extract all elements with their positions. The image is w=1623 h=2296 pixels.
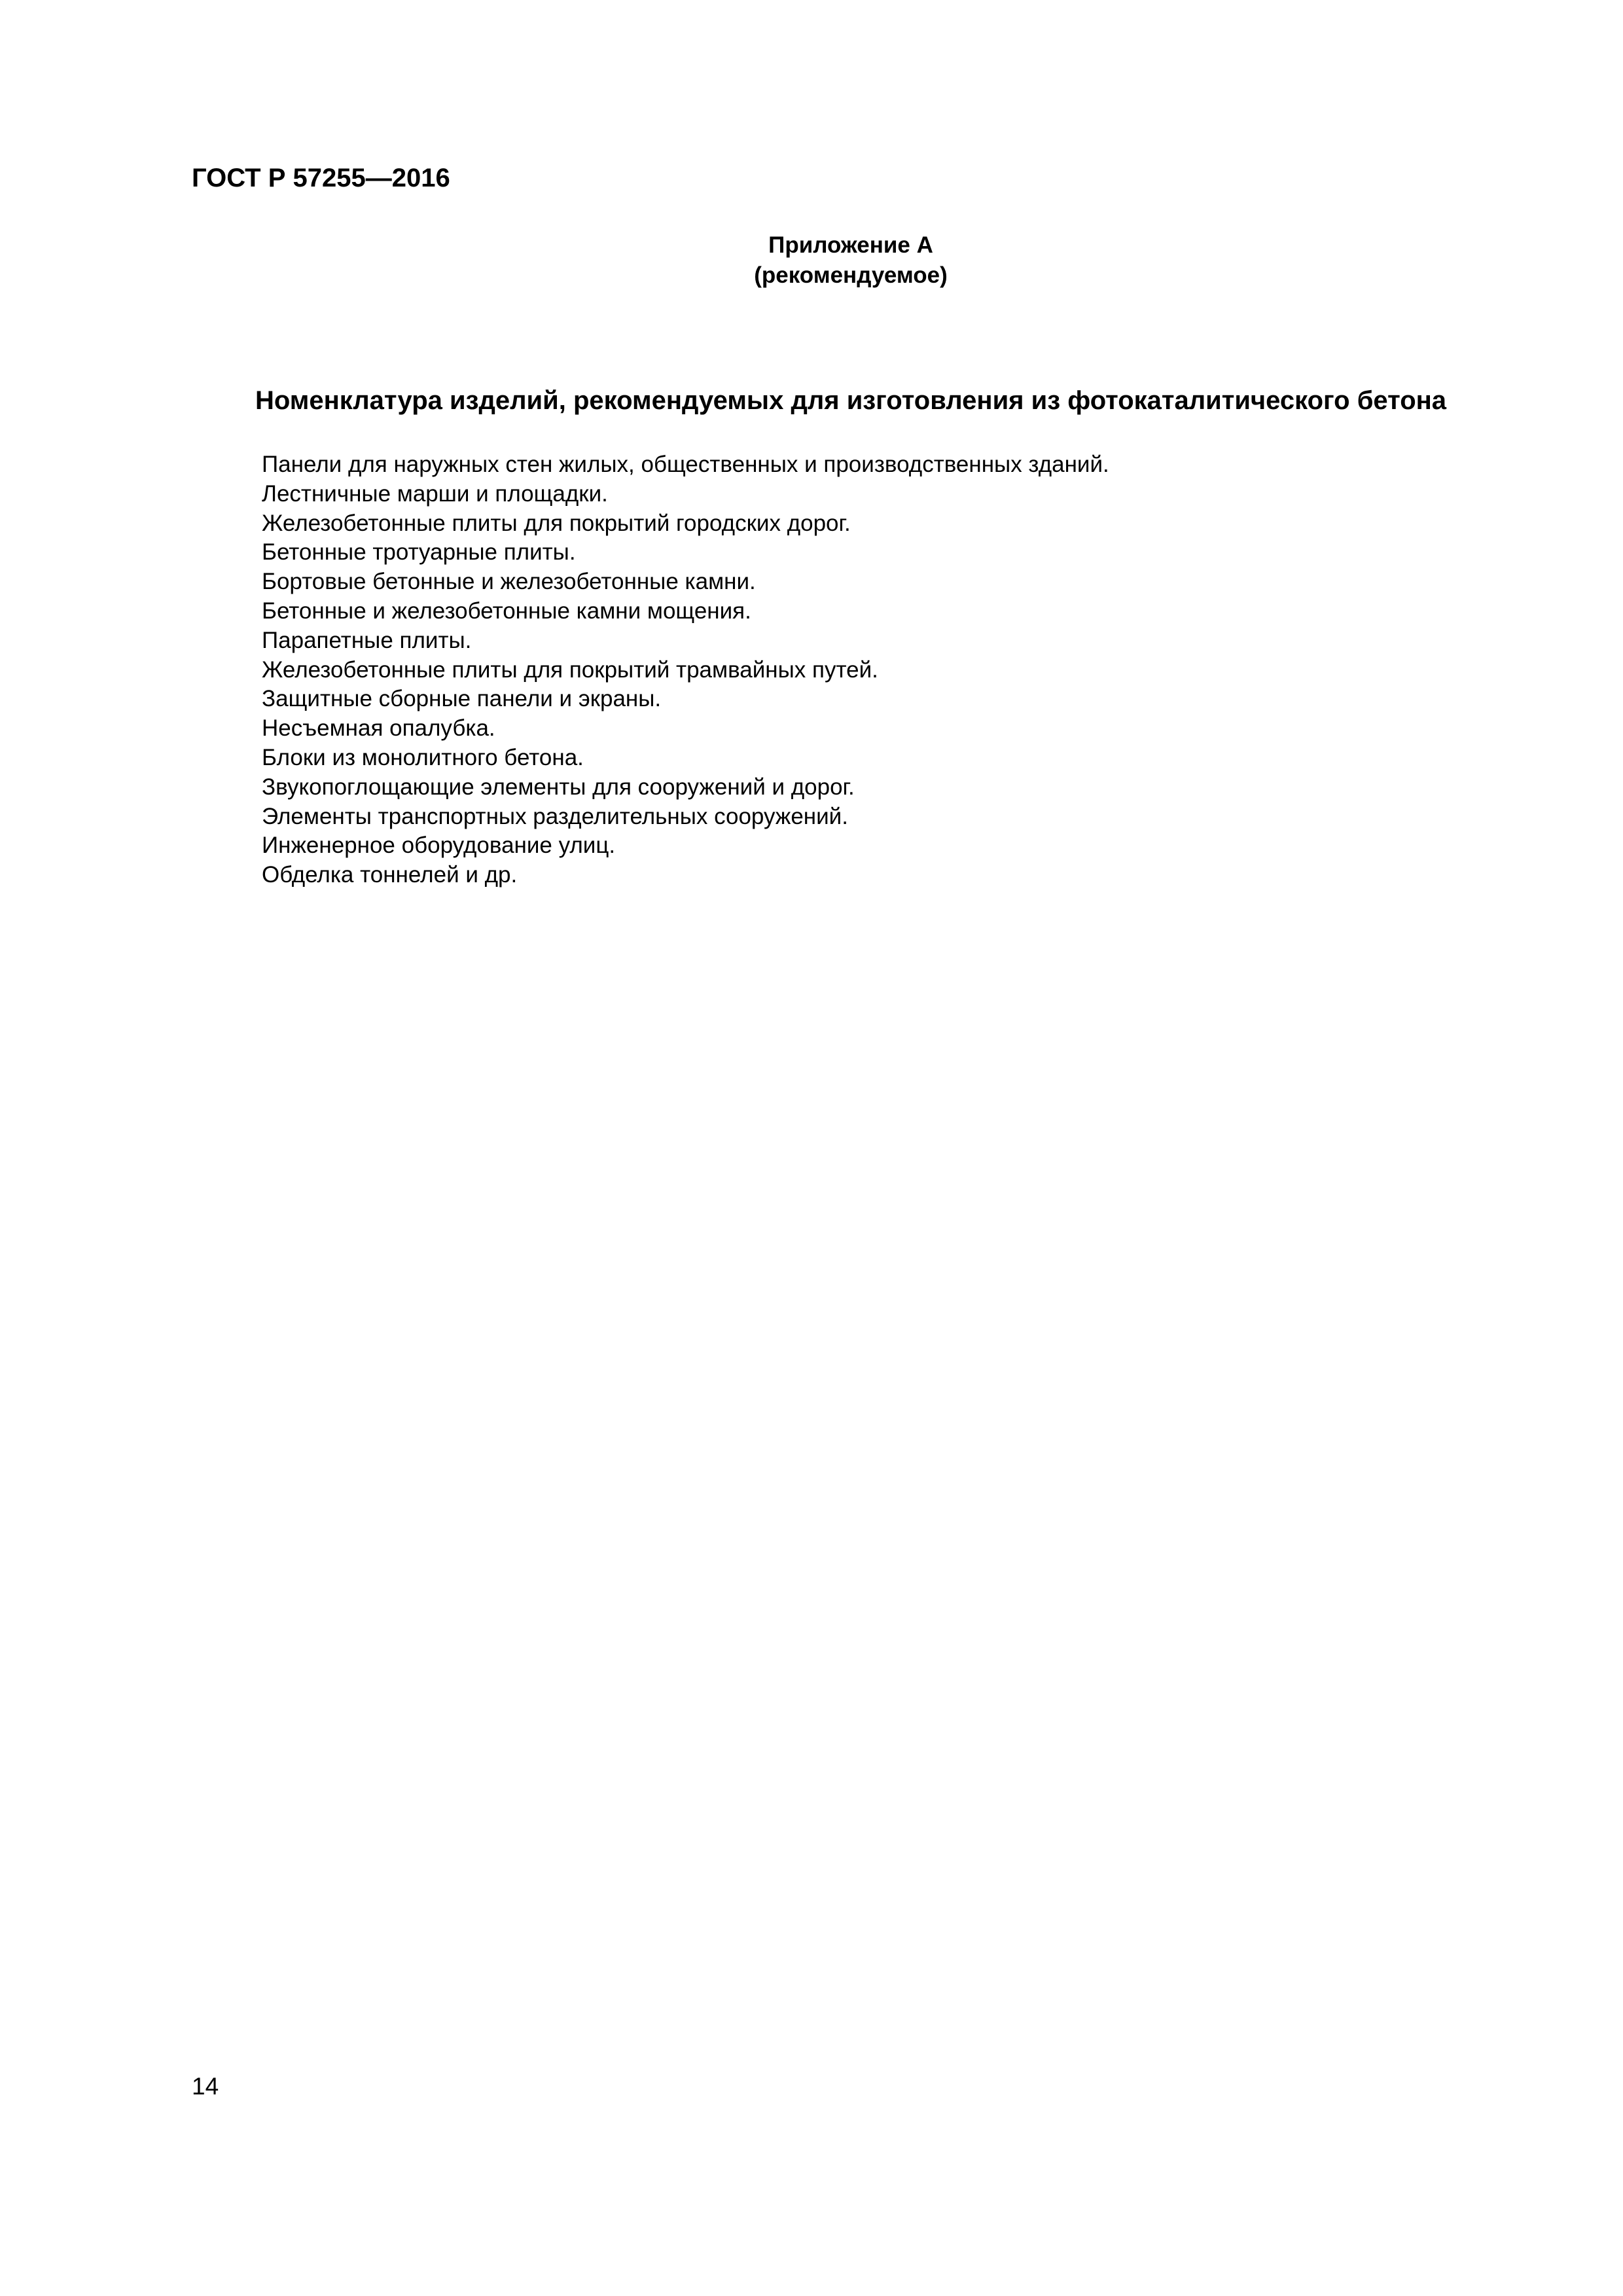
document-code: ГОСТ Р 57255—2016 [192, 164, 450, 192]
list-item: Обделка тоннелей и др. [262, 862, 518, 888]
list-item: Блоки из монолитного бетона. [262, 744, 584, 770]
list-item: Элементы транспортных разделительных сооружений. [262, 803, 848, 829]
list-item: Бетонные и железобетонные камни мощения. [262, 598, 751, 624]
appendix-title: Приложение А [768, 232, 933, 258]
list-item: Защитные сборные панели и экраны. [262, 686, 662, 712]
list-item: Лестничные марши и площадки. [262, 480, 608, 507]
appendix-status: (рекомендуемое) [754, 262, 948, 288]
list-item: Бетонные тротуарные плиты. [262, 539, 576, 565]
product-list [262, 450, 1109, 890]
list-item: Бортовые бетонные и железобетонные камни. [262, 569, 756, 595]
list-item: Звукопоглощающие элементы для сооружений и дорог. [262, 774, 855, 800]
section-title: Номенклатура изделий, рекомендуемых для изготовления из фотокаталитического бетона [255, 386, 1447, 415]
list-item: Инженерное оборудование улиц. [262, 833, 616, 859]
list-item: Железобетонные плиты для покрытий трамвайных путей. [262, 656, 878, 683]
list-item: Панели для наружных стен жилых, общественных и производственных зданий. [262, 452, 1109, 477]
list-item: Несъемная опалубка. [262, 715, 495, 742]
page-number: 14 [192, 2073, 219, 2100]
list-item: Железобетонные плиты для покрытий городских дорог. [262, 510, 851, 536]
appendix-heading [654, 230, 1047, 291]
list-item: Парапетные плиты. [262, 627, 472, 653]
